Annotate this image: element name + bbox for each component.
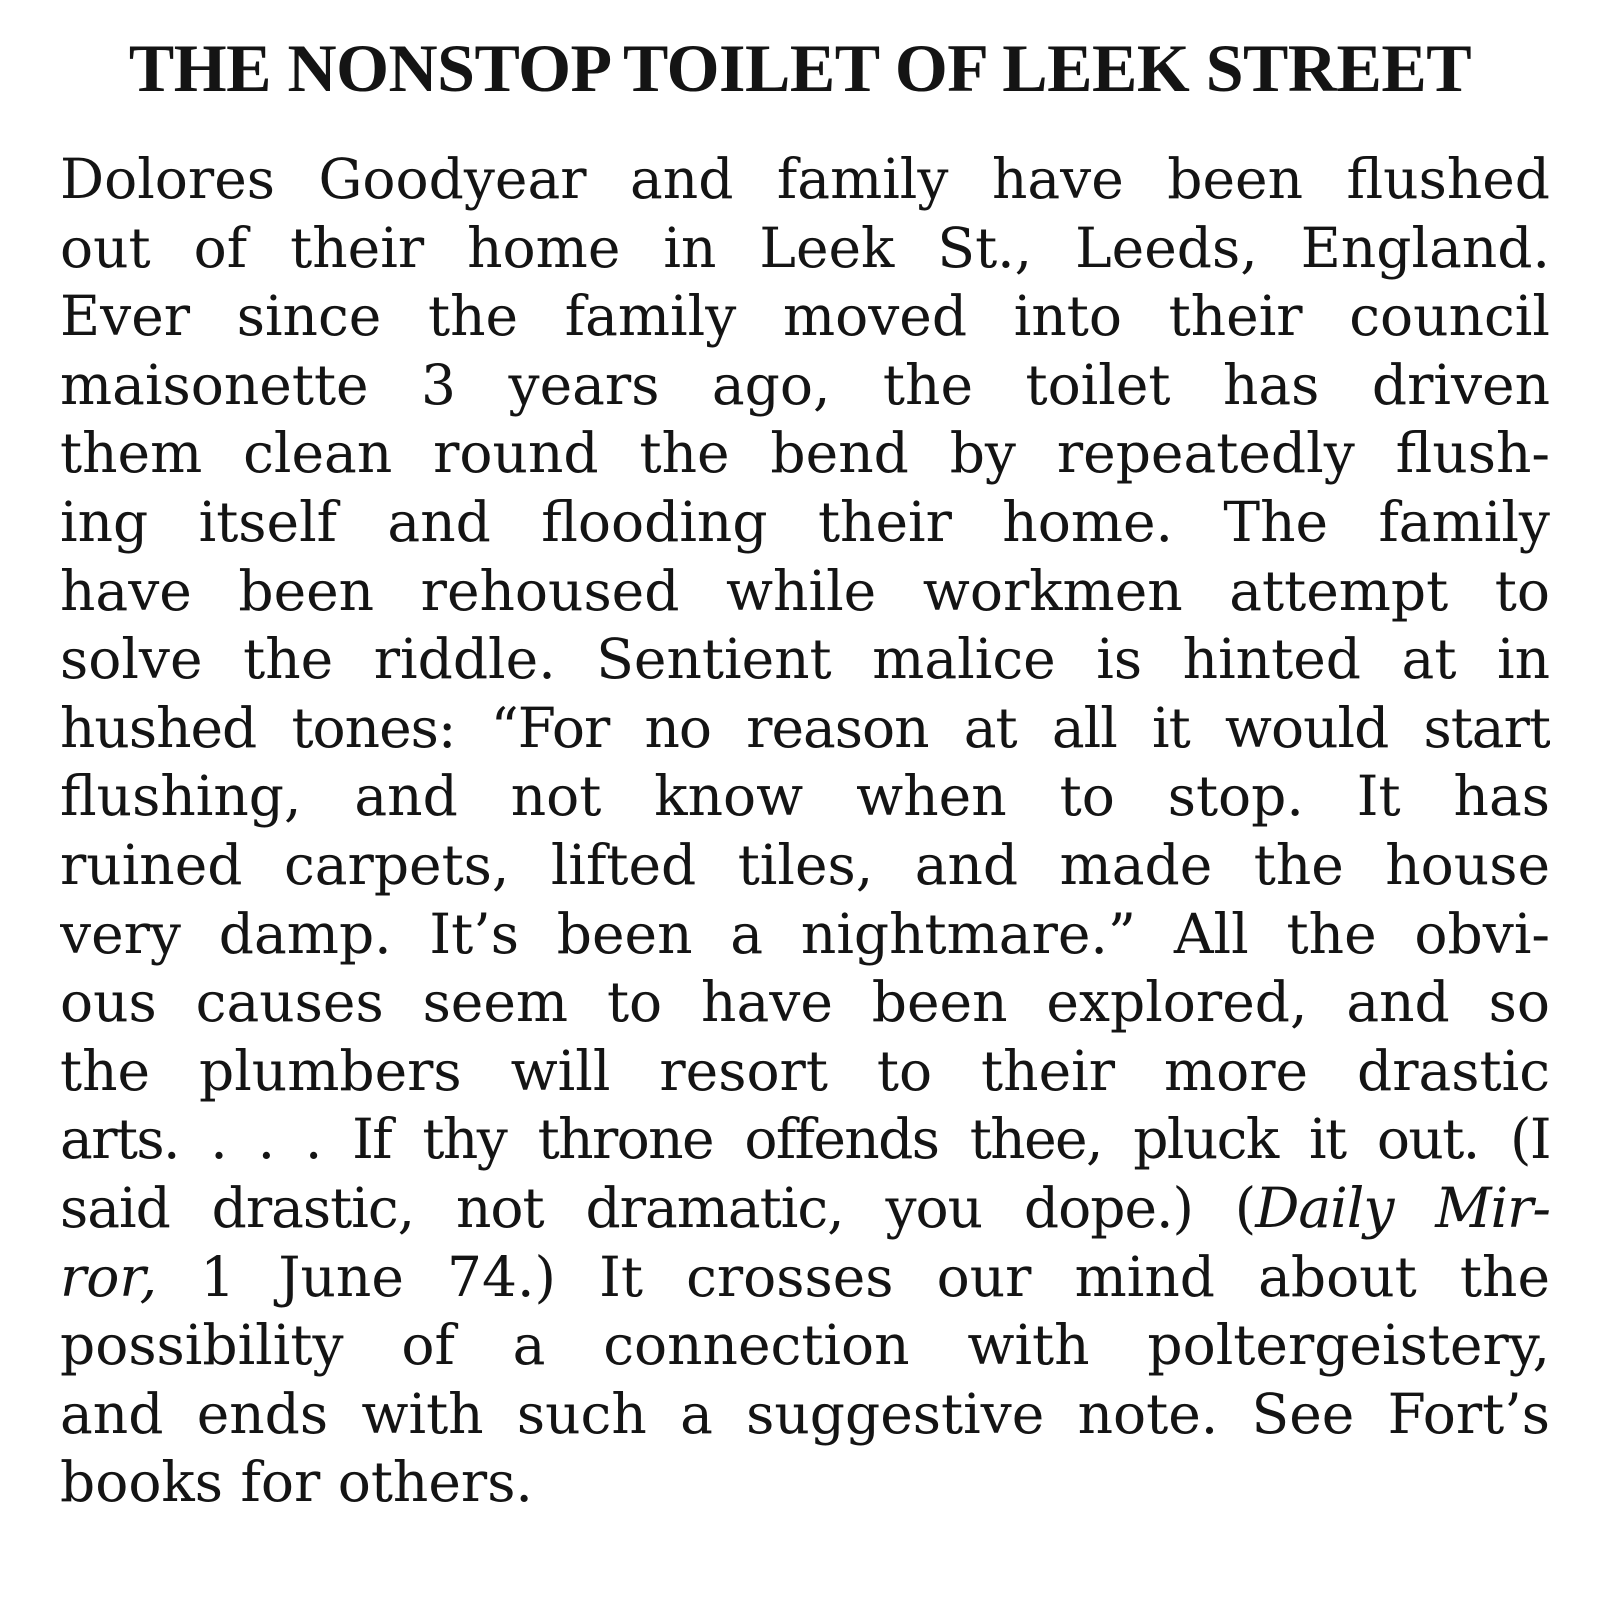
body-line-text: books for others. bbox=[60, 1450, 533, 1515]
body-line-text: possibility of a connection with poltergeistery, bbox=[60, 1313, 1550, 1378]
body-line bbox=[60, 968, 1550, 1037]
body-line-text: and ends with such a suggestive note. See Fort’s bbox=[60, 1381, 1550, 1446]
source-citation-italic: ror, bbox=[60, 1244, 158, 1309]
body-line-text: have been rehoused while workmen attempt to bbox=[60, 558, 1550, 623]
body-line-text: Dolores Goodyear and family have been flushed bbox=[60, 147, 1550, 211]
body-line-text: them clean round the bend by repeatedly flush- bbox=[60, 421, 1550, 486]
body-line bbox=[60, 762, 1550, 831]
body-line bbox=[60, 214, 1550, 283]
body-line bbox=[60, 625, 1550, 694]
body-line-text: flushing, and not know when to stop. It has bbox=[60, 764, 1550, 829]
body-line-text: Ever since the family moved into their council bbox=[60, 284, 1550, 349]
body-line bbox=[60, 419, 1550, 488]
body-line bbox=[60, 351, 1550, 420]
body-line bbox=[60, 1311, 1550, 1380]
body-line-text bbox=[60, 1176, 1550, 1240]
body-line bbox=[60, 1243, 1550, 1312]
body-line-text: solve the riddle. Sentient malice is hinted at in bbox=[60, 627, 1550, 692]
body-line bbox=[60, 1174, 1550, 1243]
body-line bbox=[60, 900, 1550, 969]
body-line-text: out of their home in Leek St., Leeds, England. bbox=[60, 215, 1550, 280]
body-line-text: the plumbers will resort to their more drastic bbox=[60, 1038, 1550, 1103]
body-line bbox=[60, 557, 1550, 626]
body-line-text bbox=[60, 1245, 1550, 1309]
body-line-text-part: 1 June 74.) It crosses our mind about the bbox=[157, 1244, 1550, 1309]
body-line-text: ing itself and flooding their home. The family bbox=[60, 489, 1550, 554]
body-line-text: maisonette 3 years ago, the toilet has driven bbox=[60, 352, 1550, 417]
body-line bbox=[60, 145, 1550, 214]
body-line-text: ruined carpets, lifted tiles, and made the house bbox=[60, 832, 1550, 897]
body-line-text: ous causes seem to have been explored, and so bbox=[60, 970, 1550, 1035]
body-line bbox=[60, 1448, 1550, 1517]
body-line-text: hushed tones: “For no reason at all it would start bbox=[60, 695, 1550, 760]
body-line bbox=[60, 282, 1550, 351]
body-line bbox=[60, 694, 1550, 763]
body-line-text: arts. . . . If thy throne offends thee, pluck it out. (I bbox=[60, 1107, 1550, 1172]
article-body bbox=[60, 145, 1550, 1517]
headline: THE NONSTOP TOILET OF LEEK STREET bbox=[128, 30, 1472, 106]
body-line bbox=[60, 1380, 1550, 1449]
body-line bbox=[60, 488, 1550, 557]
body-line bbox=[60, 831, 1550, 900]
source-citation-italic: Daily Mir- bbox=[1255, 1175, 1550, 1240]
body-line bbox=[60, 1037, 1550, 1106]
body-line-text-part: said drastic, not dramatic, you dope.) ( bbox=[60, 1175, 1256, 1240]
body-line-text: very damp. It’s been a nightmare.” All the obvi- bbox=[60, 901, 1550, 966]
body-line bbox=[60, 1105, 1550, 1174]
